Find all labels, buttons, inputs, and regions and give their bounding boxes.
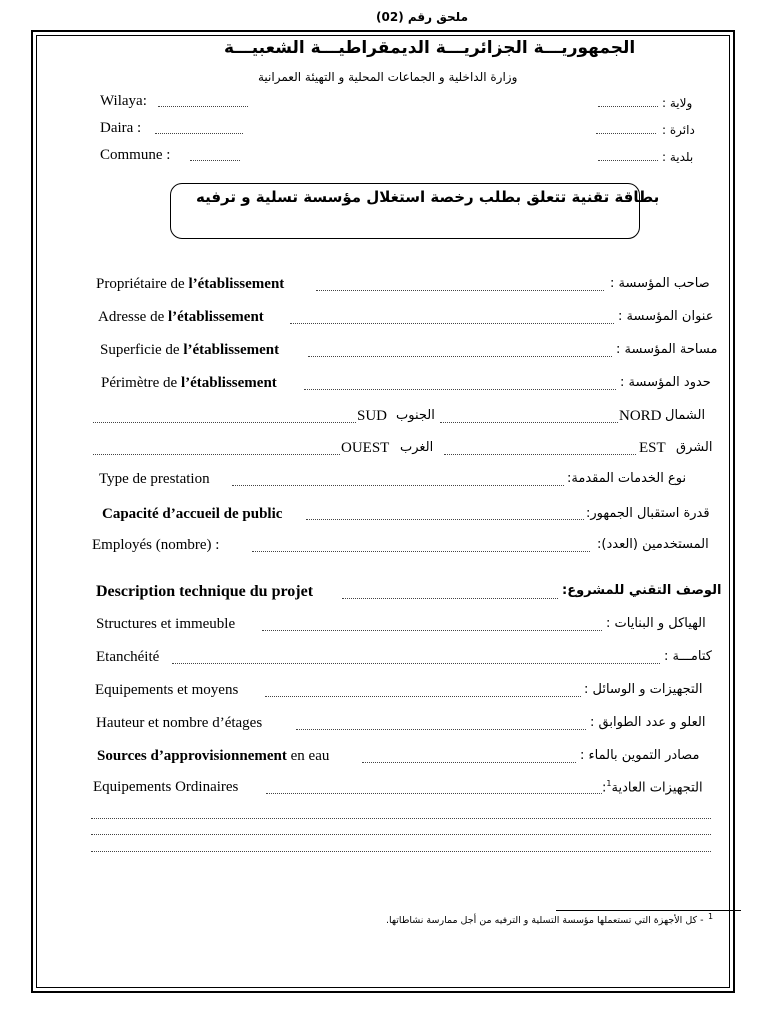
- ministry-title: وزارة الداخلية و الجماعات المحلية و التهيئة العمرانية: [258, 70, 518, 84]
- form-title: بطاقة تقنية تتعلق بطلب رخصة استغلال مؤسسة تسلية و ترفيه: [196, 188, 660, 206]
- service-fill: [232, 485, 564, 486]
- perimeter-label-fr: Périmètre de l’établissement: [101, 375, 277, 391]
- address-label-ar: عنوان المؤسسة :: [618, 309, 714, 324]
- footnote-rule: [556, 910, 741, 911]
- footnote-marker: 1: [708, 912, 714, 921]
- equipment-label-ar: التجهيزات و الوسائل :: [584, 682, 703, 697]
- commune-fill-ar: [598, 160, 658, 161]
- blank-line-2: [91, 834, 711, 835]
- south-fill: [93, 422, 356, 423]
- employees-fill: [252, 551, 590, 552]
- capacity-fill: [306, 519, 584, 520]
- owner-fill: [316, 290, 604, 291]
- sealing-label-fr: Etanchéité: [96, 649, 160, 665]
- water-fill: [362, 762, 576, 763]
- equipment-fill: [265, 696, 581, 697]
- blank-line-1: [91, 818, 711, 819]
- employees-label-fr: Employés (nombre) :: [92, 537, 220, 553]
- republic-title: الجمهوريـــة الجزائريـــة الديمقراطيـــة الشعبيـــة: [224, 38, 636, 58]
- footnote-text: - كل الأجهزة التي تستعملها مؤسسة التسلية و الترفيه من أجل ممارسة نشاطاتها.: [386, 915, 704, 926]
- height-fill: [296, 729, 586, 730]
- wilaya-fill-ar: [598, 106, 658, 107]
- daira-fill-fr: [155, 133, 243, 134]
- west-label-ar: الغرب: [400, 440, 434, 455]
- description-title-fill: [342, 598, 558, 599]
- ordinary-label-ar: التجهيزات العادية$^1$:: [602, 779, 703, 796]
- east-fill: [444, 454, 636, 455]
- daira-label-ar: دائرة :: [662, 123, 695, 137]
- sealing-label-ar: كتامـــة :: [664, 649, 712, 664]
- height-label-ar: العلو و عدد الطوابق :: [590, 715, 706, 730]
- perimeter-label-ar: حدود المؤسسة :: [620, 375, 711, 390]
- capacity-label-ar: قدرة استقبال الجمهور:: [586, 506, 710, 521]
- water-label-fr: Sources d’approvisionnement en eau: [97, 748, 330, 764]
- north-label-ar: الشمال: [665, 408, 706, 423]
- commune-fill-fr: [190, 160, 240, 161]
- north-label-fr: NORD: [619, 408, 662, 424]
- daira-label-fr: Daira :: [100, 120, 142, 136]
- daira-fill-ar: [596, 133, 656, 134]
- owner-label-fr: Propriétaire de l’établissement: [96, 276, 285, 292]
- structures-label-fr: Structures et immeuble: [96, 616, 236, 632]
- equipment-label-fr: Equipements et moyens: [95, 682, 239, 698]
- west-fill: [93, 454, 340, 455]
- ordinary-label-fr: Equipements Ordinaires: [93, 779, 239, 795]
- description-title-fr: Description technique du projet: [96, 583, 314, 600]
- commune-label-fr: Commune :: [100, 147, 171, 163]
- east-label-fr: EST: [639, 440, 666, 456]
- employees-label-ar: المستخدمين (العدد):: [597, 537, 709, 552]
- north-fill: [440, 422, 618, 423]
- service-label-fr: Type de prestation: [99, 471, 210, 487]
- south-label-fr: SUD: [357, 408, 388, 424]
- service-label-ar: نوع الخدمات المقدمة:: [567, 471, 687, 486]
- commune-label-ar: بلدية :: [662, 150, 694, 164]
- wilaya-label-ar: ولاية :: [662, 96, 693, 110]
- perimeter-fill: [304, 389, 616, 390]
- address-label-fr: Adresse de l’établissement: [98, 309, 264, 325]
- capacity-label-fr: Capacité d’accueil de public: [102, 506, 283, 522]
- south-label-ar: الجنوب: [396, 408, 435, 423]
- description-title-ar: الوصف التقني للمشروع:: [562, 583, 722, 598]
- sealing-fill: [172, 663, 660, 664]
- blank-line-3: [91, 851, 711, 852]
- area-fill: [308, 356, 612, 357]
- owner-label-ar: صاحب المؤسسة :: [610, 276, 710, 291]
- structures-fill: [262, 630, 602, 631]
- address-fill: [290, 323, 614, 324]
- annex-label: ملحق رقم (02): [376, 10, 468, 24]
- height-label-fr: Hauteur et nombre d’étages: [96, 715, 263, 731]
- area-label-fr: Superficie de l’établissement: [100, 342, 280, 358]
- east-label-ar: الشرق: [676, 440, 713, 455]
- water-label-ar: مصادر التموين بالماء :: [580, 748, 700, 763]
- wilaya-fill-fr: [158, 106, 248, 107]
- wilaya-label-fr: Wilaya:: [100, 93, 147, 109]
- ordinary-fill: [266, 793, 602, 794]
- area-label-ar: مساحة المؤسسة :: [616, 342, 718, 357]
- west-label-fr: OUEST: [341, 440, 390, 456]
- structures-label-ar: الهياكل و البنايات :: [606, 616, 706, 631]
